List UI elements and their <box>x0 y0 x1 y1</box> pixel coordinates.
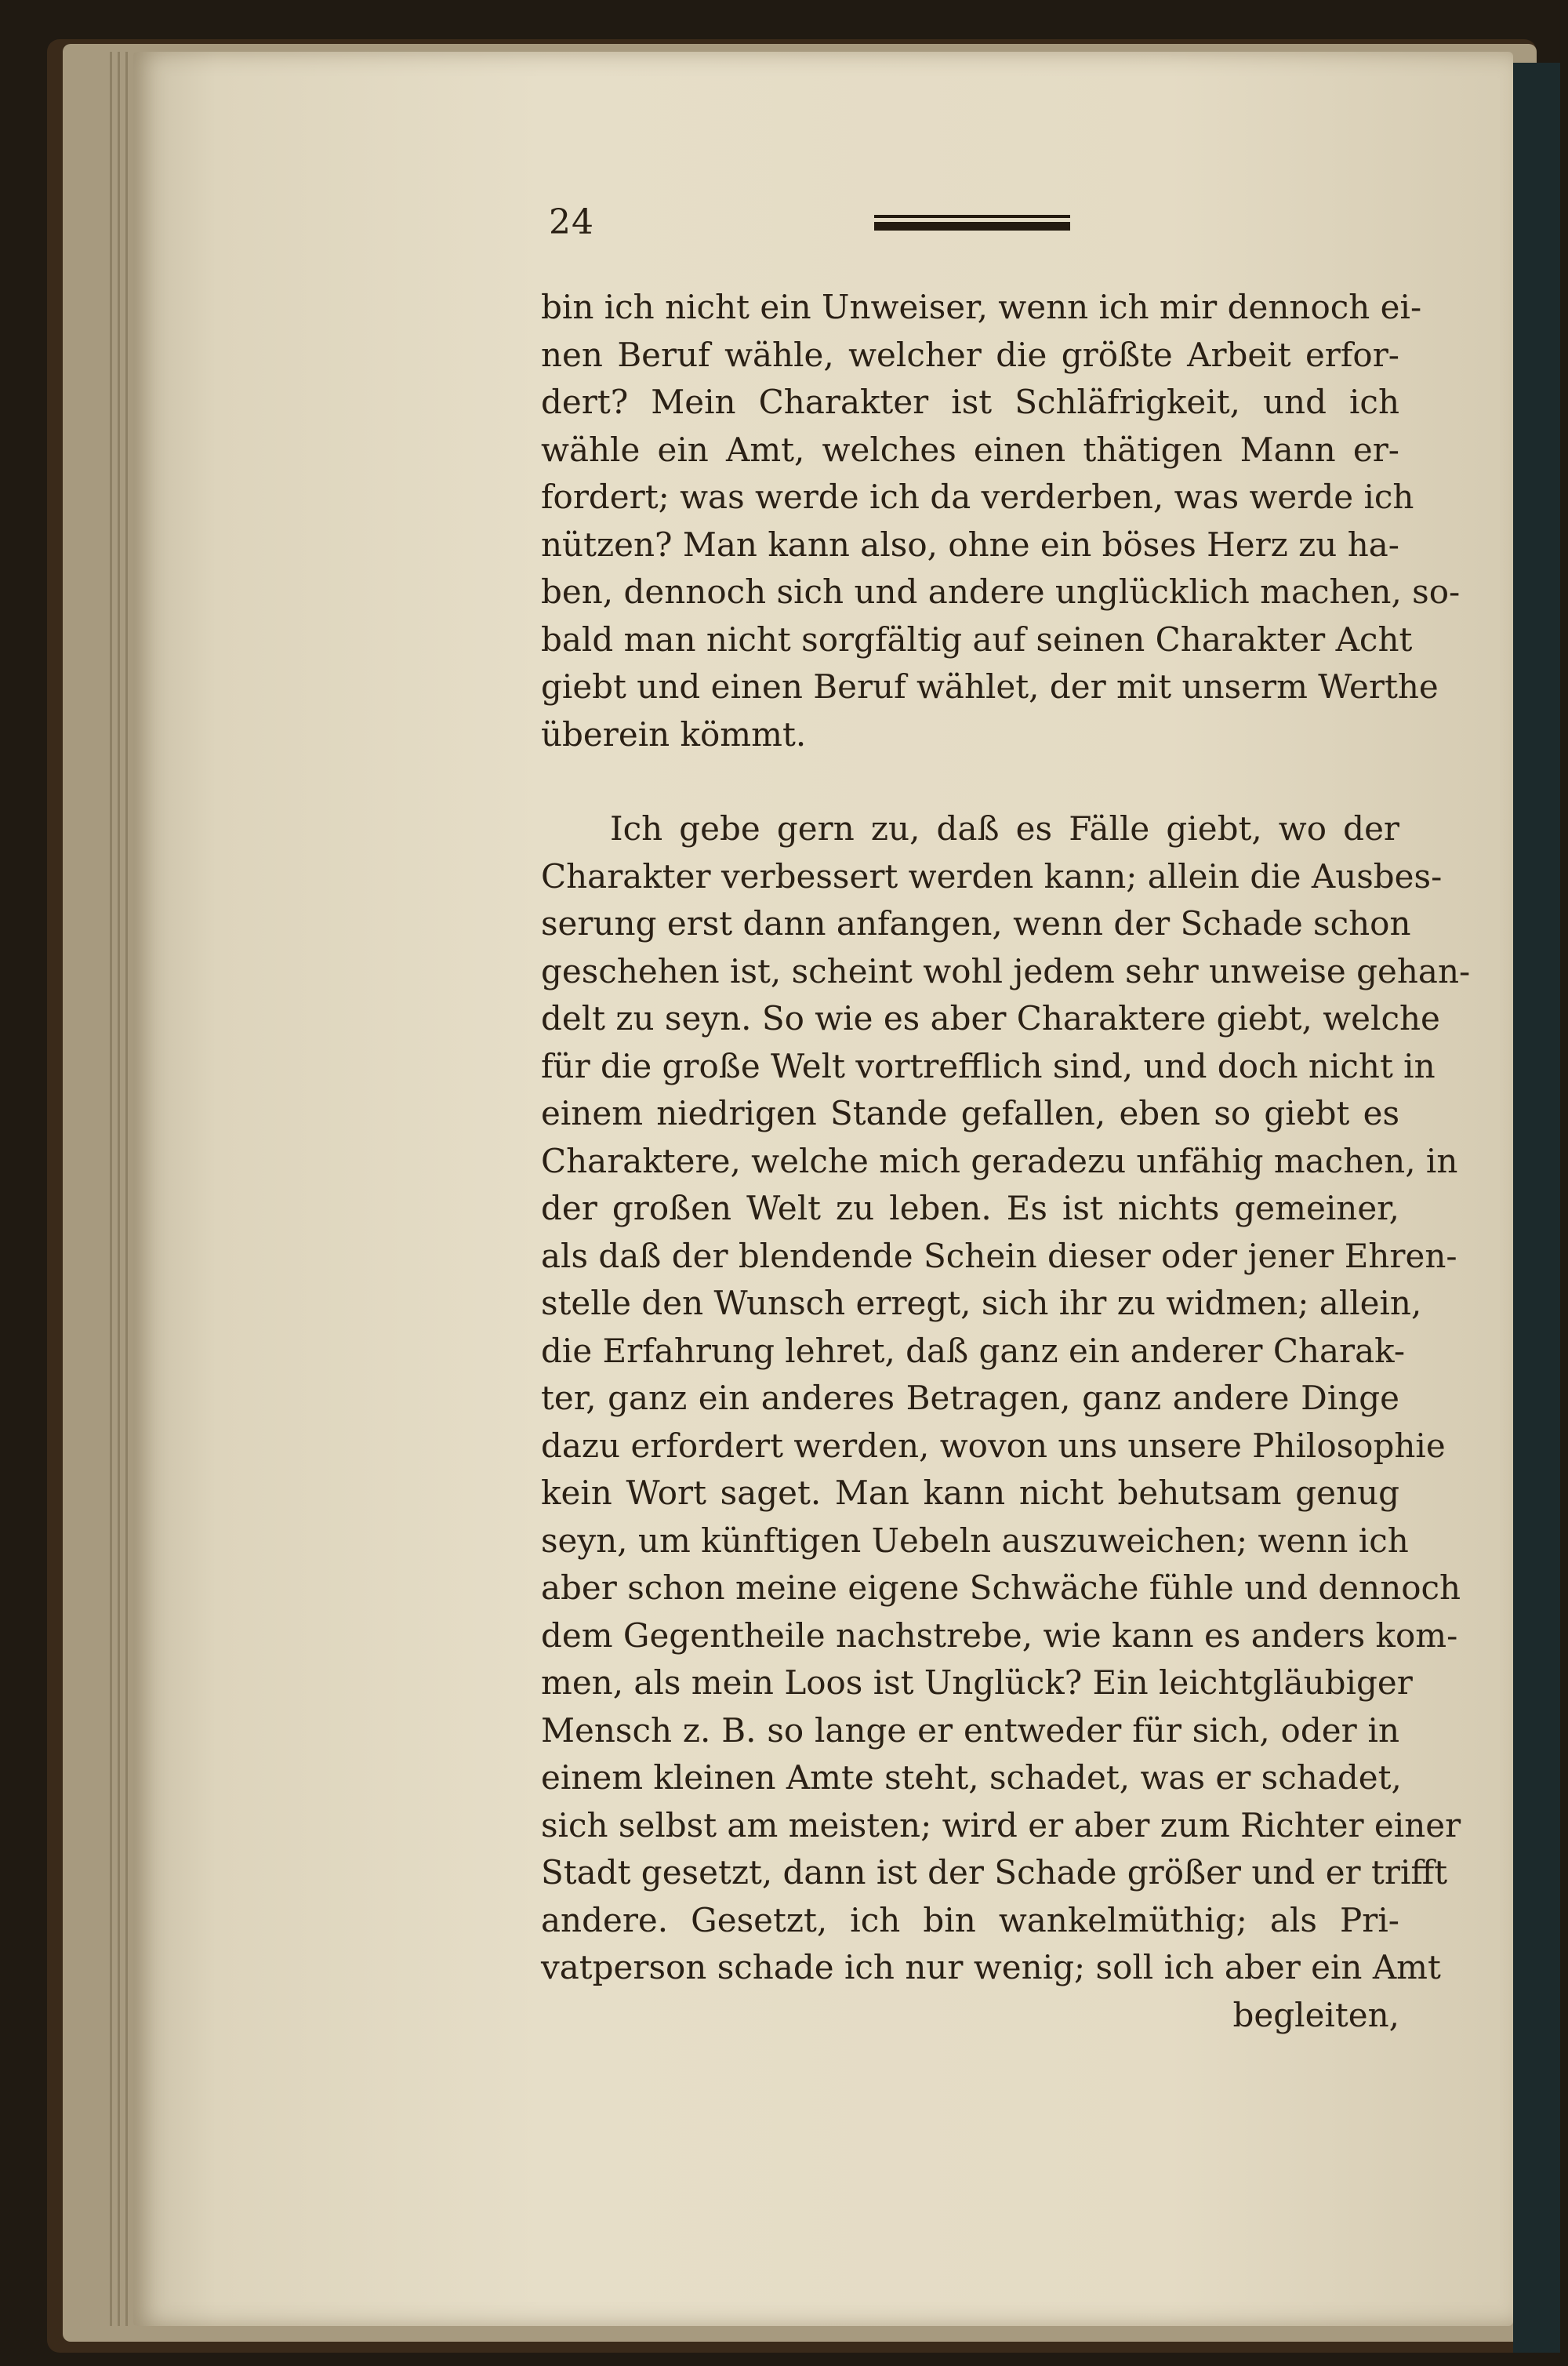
text-line: dem Gegentheile nachstrebe, wie kann es anders kom- <box>541 1615 1458 1655</box>
text-line: dazu erfordert werden, wovon uns unsere Philosophie <box>541 1426 1446 1465</box>
body-text <box>541 284 1471 2039</box>
text-line: kein Wort saget. Man kann nicht behutsam genug <box>541 1474 1399 1512</box>
text-line: Charakter verbessert werden kann; allein die Ausbes- <box>541 856 1443 896</box>
text-line: Ich gebe gern zu, daß es Fälle giebt, wo der <box>610 809 1399 848</box>
text-line: delt zu seyn. So wie es aber Charaktere giebt, welche <box>541 999 1440 1038</box>
text-line: andere. Gesetzt, ich bin wankelmüthig; als Pri- <box>541 1900 1399 1939</box>
text-line: dert? Mein Charakter ist Schläfrigkeit, und ich <box>541 383 1399 421</box>
text-line: aber schon meine eigene Schwäche fühle und dennoch <box>541 1568 1461 1607</box>
text-line: nützen? Man kann also, ohne ein böses Herz zu ha- <box>541 525 1399 564</box>
text-line: Mensch z. B. so lange er entweder für sich, oder in <box>541 1710 1399 1750</box>
text-line: die Erfahrung lehret, daß ganz ein anderer Charak- <box>541 1331 1406 1370</box>
text-line: überein kömmt. <box>541 714 807 754</box>
text-line: vatperson schade ich nur wenig; soll ich aber ein Amt <box>541 1948 1441 1986</box>
page-number: 24 <box>549 202 594 242</box>
header-rule-thin <box>874 215 1070 218</box>
text-line: sich selbst am meisten; wird er aber zum Richter einer <box>541 1805 1461 1844</box>
text-line: als daß der blendende Schein dieser oder jener Ehren- <box>541 1236 1457 1275</box>
text-line: Charaktere, welche mich geradezu unfähig machen, in <box>541 1141 1458 1180</box>
text-line: nen Beruf wähle, welcher die größte Arbeit erfor- <box>541 335 1399 374</box>
paragraph-gap <box>541 758 1399 805</box>
text-line: giebt und einen Beruf wählet, der mit unserm Werthe <box>541 667 1439 706</box>
text-line: für die große Welt vortrefflich sind, und doch nicht in <box>541 1046 1436 1085</box>
header-rule-thick <box>874 222 1070 231</box>
text-line: Stadt gesetzt, dann ist der Schade größer und er trifft <box>541 1853 1448 1892</box>
text-line: men, als mein Loos ist Unglück? Ein leichtgläubiger <box>541 1663 1413 1702</box>
page-edge-line <box>125 52 128 2326</box>
text-line: seyn, um künftigen Uebeln auszuweichen; wenn ich <box>541 1521 1409 1560</box>
facing-page-sliver <box>1513 63 1560 2353</box>
paragraph-2 <box>541 805 1471 1992</box>
text-line: wähle ein Amt, welches einen thätigen Mann er- <box>541 430 1399 469</box>
text-line: bin ich nicht ein Unweiser, wenn ich mir dennoch ei- <box>541 288 1422 326</box>
text-line: stelle den Wunsch erregt, sich ihr zu widmen; allein, <box>541 1284 1422 1322</box>
text-line: serung erst dann anfangen, wenn der Schade schon <box>541 904 1411 943</box>
text-line: der großen Welt zu leben. Es ist nichts gemeiner, <box>541 1189 1399 1227</box>
text-line: einem niedrigen Stande gefallen, eben so giebt es <box>541 1094 1399 1132</box>
text-line: fordert; was werde ich da verderben, was werde ich <box>541 478 1414 516</box>
text-line: geschehen ist, scheint wohl jedem sehr unweise gehan- <box>541 951 1471 990</box>
catchword: begleiten, <box>1232 1995 1399 2034</box>
text-line: einem kleinen Amte steht, schadet, was er schadet, <box>541 1758 1402 1797</box>
header-rule <box>874 215 1070 235</box>
page-edge-line <box>110 52 112 2326</box>
text-line: ter, ganz ein anderes Betragen, ganz andere Dinge <box>541 1379 1399 1417</box>
page-edge-line <box>118 52 120 2326</box>
paragraph-1 <box>541 284 1461 758</box>
text-line: ben, dennoch sich und andere unglücklich machen, so- <box>541 572 1461 611</box>
text-line: bald man nicht sorgfältig auf seinen Charakter Acht <box>541 620 1413 659</box>
